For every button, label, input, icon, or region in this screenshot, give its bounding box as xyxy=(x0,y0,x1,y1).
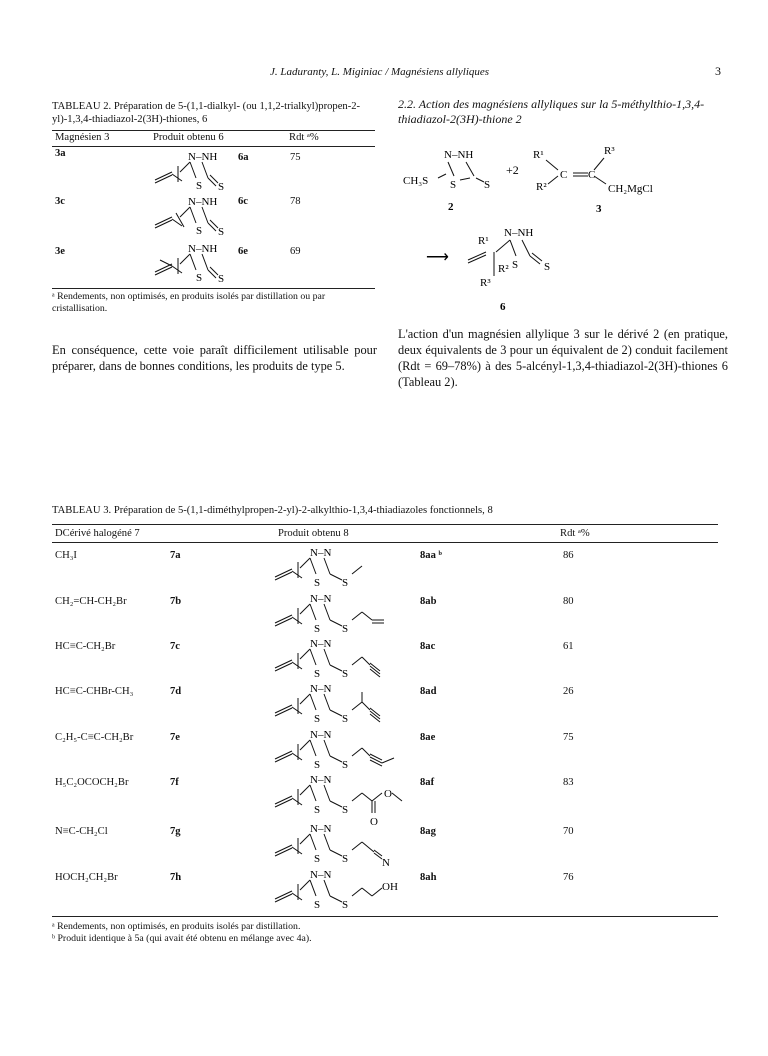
table3-row-num: 7h xyxy=(170,872,182,883)
svg-text:S: S xyxy=(196,180,203,192)
table3-row-derive: HOCH₂CH₂Br xyxy=(55,872,118,883)
table3-row-product: 8ac xyxy=(420,641,436,652)
svg-text:C: C xyxy=(560,169,568,181)
scheme-r2: R² xyxy=(498,263,509,275)
scheme-label-6: 6 xyxy=(500,301,506,313)
svg-text:C: C xyxy=(588,169,596,181)
table3-row-rdt: 26 xyxy=(563,686,574,697)
table2-header-rule xyxy=(52,146,375,147)
scheme-arrow: ⟶ xyxy=(426,249,449,266)
table3-row-rdt: 70 xyxy=(563,826,574,837)
table3-row-num: 7b xyxy=(170,596,182,607)
svg-text:S: S xyxy=(314,623,321,635)
right-paragraph: L'action d'un magnésien allylique 3 sur le dérivé 2 (en pratique, deux équivalents de 3 pour un équivalent de 2) conduit facilement (Rdt = 69–78%) à des 5-alcényl-1,3,4-thiadiazol-2(3H)-thiones 6 (Tableau 2). xyxy=(398,327,728,389)
table3-row-product: 8ad xyxy=(420,686,437,697)
table3-bottom-rule xyxy=(52,916,718,917)
svg-text:S: S xyxy=(314,577,321,589)
table3-col-produit: Produit obtenu 8 xyxy=(278,528,349,539)
left-paragraph: En conséquence, cette voie paraît difficilement utilisable pour préparer, dans de bonnes conditions, les produits de type 5. xyxy=(52,343,377,373)
svg-text:S: S xyxy=(314,804,321,816)
table2-row-product: 6a xyxy=(238,152,249,163)
table3-row-product: 8aa ᵇ xyxy=(420,550,442,561)
scheme-label-3: 3 xyxy=(596,203,602,215)
svg-text:S: S xyxy=(342,899,349,911)
table3-structure xyxy=(270,773,410,828)
table3-structure xyxy=(270,868,410,916)
scheme-s: S xyxy=(450,179,457,191)
table2-structure-6c xyxy=(150,193,230,243)
svg-text:N–NH: N–NH xyxy=(188,151,218,163)
table2-col-magnesien: Magnésien 3 xyxy=(55,132,110,143)
table3-structure xyxy=(270,822,410,870)
table3-row-derive: H₅C₂OCOCH₂Br xyxy=(55,777,129,788)
scheme-coef: +2 xyxy=(506,163,519,177)
svg-text:S: S xyxy=(342,853,349,865)
table2-row-magnesien: 3a xyxy=(55,148,66,159)
table2-top-rule xyxy=(52,130,375,131)
running-title: J. Laduranty, L. Miginiac / Magnésiens allyliques xyxy=(270,66,490,78)
svg-text:S: S xyxy=(342,668,349,680)
table3-structure xyxy=(270,546,410,594)
scheme-label-2: 2 xyxy=(448,201,454,213)
table3-row-num: 7e xyxy=(170,732,180,743)
svg-text:N–NH: N–NH xyxy=(188,196,218,208)
table3-row-rdt: 80 xyxy=(563,596,574,607)
svg-text:N–NH: N–NH xyxy=(188,243,218,255)
scheme-s: S xyxy=(512,259,519,271)
table2-bottom-rule xyxy=(52,288,375,289)
scheme-s: S xyxy=(484,179,491,191)
section-title: 2.2. Action des magnésiens allyliques sur la 5-méthylthio-1,3,4-thiadiazol-2(3H)-thione 2 xyxy=(398,97,705,126)
table3-row-derive: CH₃I xyxy=(55,550,77,561)
table3-structure xyxy=(270,592,410,640)
table3-row-derive: C₂H₅-C≡C-CH₂Br xyxy=(55,732,134,743)
svg-text:S: S xyxy=(314,853,321,865)
table3-row-num: 7g xyxy=(170,826,181,837)
scheme-nh: N–NH xyxy=(444,149,474,161)
page-number: 3 xyxy=(715,64,721,78)
table3-row-rdt: 83 xyxy=(563,777,574,788)
table3-header-rule xyxy=(52,542,718,543)
table2-row-product: 6c xyxy=(238,196,248,207)
table2-col-rdt: Rdt ᵃ% xyxy=(289,132,319,143)
table3-structure xyxy=(270,637,410,685)
svg-text:OH: OH xyxy=(382,881,398,893)
table3-row-num: 7c xyxy=(170,641,180,652)
table3-caption: TABLEAU 3. Préparation de 5-(1,1-diméthylpropen-2-yl)-2-alkylthio-1,3,4-thiadiazoles fonctionnels, 8 xyxy=(52,505,493,516)
svg-text:S: S xyxy=(196,272,203,284)
svg-text:S: S xyxy=(314,668,321,680)
table3-row-rdt: 86 xyxy=(563,550,574,561)
scheme-r3: R³ xyxy=(480,277,491,289)
table3-structure xyxy=(270,728,410,776)
table3-row-rdt: 75 xyxy=(563,732,574,743)
table3-row-num: 7f xyxy=(170,777,179,788)
svg-text:O: O xyxy=(384,788,392,800)
table3-row-derive: CH₂=CH-CH₂Br xyxy=(55,596,127,607)
table3-col-rdt: Rdt ᵃ% xyxy=(560,528,590,539)
svg-text:N–N: N–N xyxy=(310,774,332,786)
svg-text:S: S xyxy=(342,804,349,816)
svg-text:S: S xyxy=(218,273,225,285)
svg-text:S: S xyxy=(342,759,349,771)
svg-text:S: S xyxy=(342,623,349,635)
reaction-scheme xyxy=(398,140,728,320)
svg-text:S: S xyxy=(218,181,225,193)
table3-row-product: 8ae xyxy=(420,732,436,743)
svg-text:S: S xyxy=(314,899,321,911)
table3-top-rule xyxy=(52,524,718,525)
table3-row-product: 8ab xyxy=(420,596,437,607)
table2-row-product: 6e xyxy=(238,246,248,257)
svg-text:S: S xyxy=(314,713,321,725)
scheme-s: S xyxy=(544,261,551,273)
svg-text:S: S xyxy=(342,577,349,589)
table2-footnote: ᵃ Rendements, non optimisés, en produits isolés par distillation ou par cristallisation. xyxy=(52,291,326,314)
table3-row-product: 8af xyxy=(420,777,435,788)
scheme-r1: R¹ xyxy=(533,149,544,161)
scheme-ch3s: CH₃S xyxy=(403,175,429,187)
scheme-r3: R³ xyxy=(604,145,615,157)
table2-structure-6a xyxy=(150,148,230,198)
svg-text:N: N xyxy=(382,857,390,869)
table2-row-rdt: 69 xyxy=(290,246,301,257)
table3-row-rdt: 61 xyxy=(563,641,574,652)
svg-text:N–N: N–N xyxy=(310,683,332,695)
table3-row-rdt: 76 xyxy=(563,872,574,883)
table3-col-derive: DCérivé halogéné 7 xyxy=(55,528,140,539)
table2-caption: TABLEAU 2. Préparation de 5-(1,1-dialkyl- (ou 1,1,2-trialkyl)propen-2-yl)-1,3,4-thiadiazol-2(3H)-thiones, 6 xyxy=(52,101,361,125)
table3-row-derive: HC≡C-CH₂Br xyxy=(55,641,116,652)
scheme-ch2mgcl: CH₂MgCl xyxy=(608,183,653,195)
table3-row-num: 7a xyxy=(170,550,181,561)
svg-text:S: S xyxy=(196,225,203,237)
svg-text:N–N: N–N xyxy=(310,869,332,881)
table2-row-magnesien: 3e xyxy=(55,246,65,257)
table3-structure xyxy=(270,682,410,730)
svg-text:S: S xyxy=(314,759,321,771)
svg-text:O: O xyxy=(370,816,378,828)
table2-row-magnesien: 3c xyxy=(55,196,65,207)
table3-row-product: 8ag xyxy=(420,826,436,837)
scheme-nh: N–NH xyxy=(504,227,534,239)
table3-footnote-a: ᵃ Rendements, non optimisés, en produits isolés par distillation. xyxy=(52,921,301,932)
table3-row-product: 8ah xyxy=(420,872,437,883)
scheme-r2: R² xyxy=(536,181,547,193)
svg-text:N–N: N–N xyxy=(310,729,332,741)
table3-row-derive: N≡C-CH₂Cl xyxy=(55,826,108,837)
table2-structure-6e xyxy=(150,240,230,290)
svg-text:N–N: N–N xyxy=(310,593,332,605)
svg-text:S: S xyxy=(218,226,225,238)
table3-row-derive: HC≡C-CHBr-CH₃ xyxy=(55,686,134,697)
svg-text:N–N: N–N xyxy=(310,547,332,559)
table2-row-rdt: 75 xyxy=(290,152,301,163)
svg-text:S: S xyxy=(342,713,349,725)
scheme-r1: R¹ xyxy=(478,235,489,247)
table2-row-rdt: 78 xyxy=(290,196,301,207)
svg-text:N–N: N–N xyxy=(310,638,332,650)
svg-text:N–N: N–N xyxy=(310,823,332,835)
table3-footnote-b: ᵇ Produit identique à 5a (qui avait été obtenu en mélange avec 4a). xyxy=(52,933,312,944)
table3-row-num: 7d xyxy=(170,686,182,697)
table2-col-produit: Produit obtenu 6 xyxy=(153,132,224,143)
